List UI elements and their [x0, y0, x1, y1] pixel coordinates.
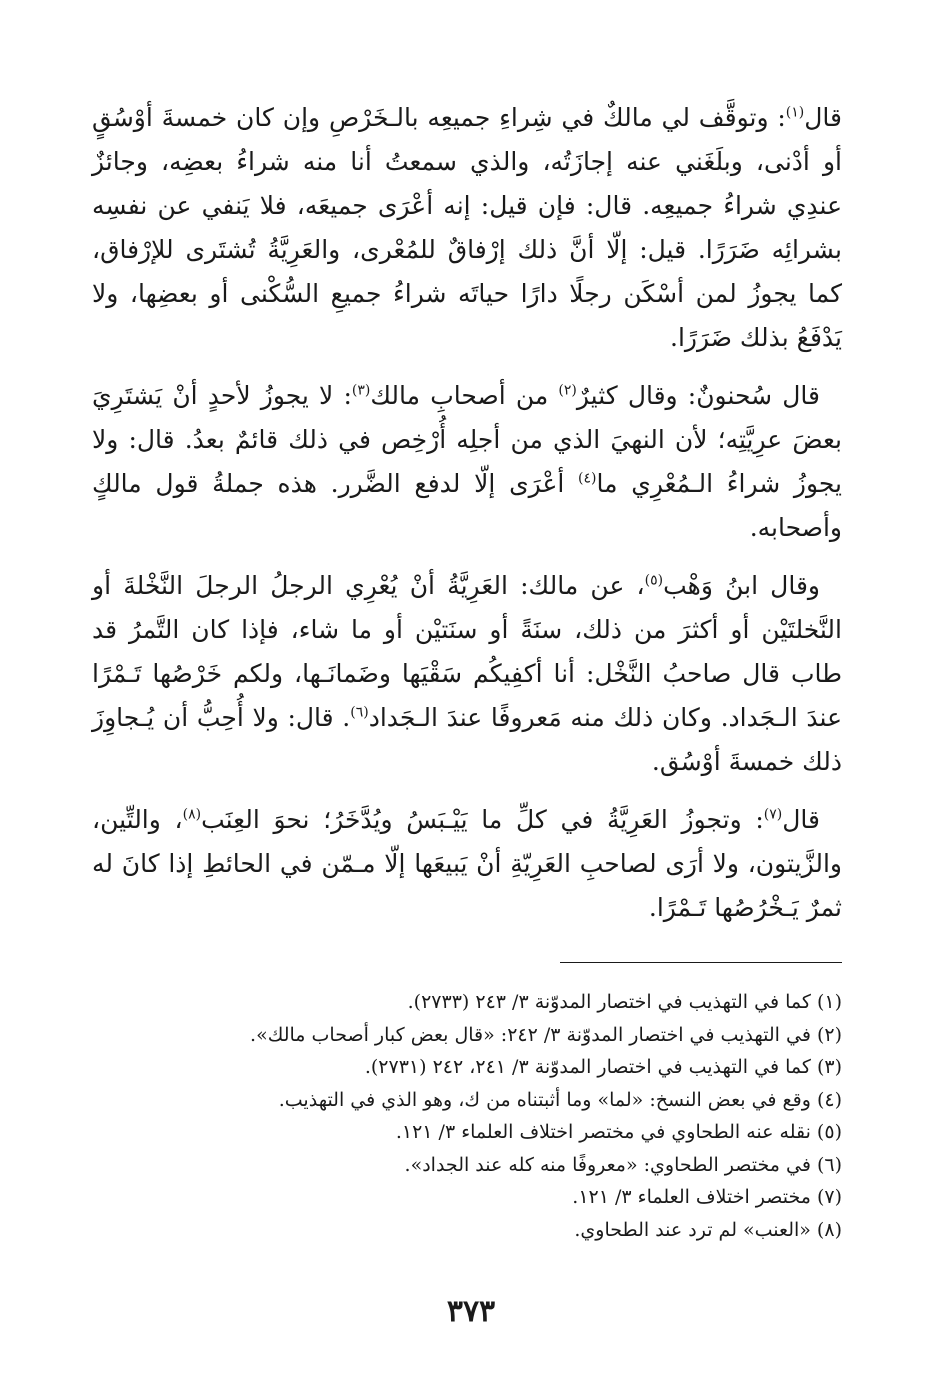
- page-number: ٣٧٣: [446, 1294, 496, 1329]
- paragraph: [92, 798, 842, 930]
- footnote: (٦) في مختصر الطحاوي: «معروفًا منه كله عند الجداد».: [404, 1153, 842, 1176]
- footnote-marker: (٨): [182, 806, 202, 823]
- paragraph: [92, 96, 842, 360]
- footnote-separator: [560, 962, 842, 963]
- text-run: من أصحابِ مالك: [370, 381, 559, 410]
- footnote-marker: (٧): [763, 806, 783, 823]
- footnote: (٧) مختصر اختلاف العلماء ٣/ ١٢١.: [572, 1186, 842, 1208]
- footnote: (٣) كما في التهذيب في اختصار المدوّنة ٣/ ٢٤١، ٢٤٢ (٢٧٣١).: [364, 1056, 842, 1078]
- footnote-marker: (٥): [644, 572, 664, 589]
- footnote-marker: (٤): [578, 470, 597, 487]
- text-run: . قال: ولا أُحِبُّ أن يُـجاوِزَ ذلك خمسةَ أوْسُق.: [92, 703, 842, 776]
- footnote-marker: (١): [785, 104, 805, 121]
- footnote: (٨) «العنب» لم ترد عند الطحاوي.: [574, 1218, 842, 1241]
- text-run: قال: [782, 805, 820, 834]
- footnote: (١) كما في التهذيب في اختصار المدوّنة ٣/ ٢٤٣ (٢٧٣٣).: [407, 991, 842, 1013]
- main-text: [92, 96, 842, 944]
- footnote: (٤) وقع في بعض النسخ: «لما» وما أثبتناه من ك، وهو الذي في التهذيب.: [278, 1088, 842, 1111]
- footnote-marker: (٢): [558, 382, 577, 399]
- text-run: قال: [804, 103, 842, 132]
- text-run: قال سُحنونٌ: وقال كثيرٌ: [576, 381, 820, 410]
- footnote: (٥) نقله عنه الطحاوي في مختصر اختلاف العلماء ٣/ ١٢١.: [395, 1121, 842, 1143]
- footnote: (٢) في التهذيب في اختصار المدوّنة ٣/ ٢٤٢: «قال بعض كبار أصحاب مالك».: [250, 1023, 842, 1046]
- text-run: وقال ابنُ وَهْب: [663, 571, 820, 600]
- footnote-marker: (٣): [351, 382, 371, 399]
- paragraph: [92, 564, 842, 784]
- text-run: : لا يجوزُ لأحدٍ أنْ يَشتَرِيَ بعضَ عرِيَّتِه؛ لأن النهيَ الذي من أجلِه أُرْخِص في ذلك قائمٌ بعدُ. قال: ولا يجوزُ شراءُ الـمُعْرِي ما: [92, 381, 843, 498]
- text-run: ، والتِّين، والزَّيتون، ولا أرَى لصاحبِ العَرِيّةِ أنْ يَبيعَها إلّا مـمّن في الحائطِ إذا كانَ له ثمرٌ يَـخْرُصُها تَـمْرًا.: [92, 805, 842, 922]
- footnote-marker: (٦): [350, 704, 369, 721]
- footnotes: [192, 986, 842, 1246]
- text-run: أعْرَى إلّا لدفع الضَّرر. هذه جملةُ قول مالكٍ وأصحابه.: [92, 469, 842, 542]
- text-run: ، عن مالك: العَرِيَّةُ أنْ يُعْرِي الرجلُ الرجلَ النَّخْلةَ أو النَّخلتَيْن أو أكثرَ من ذلك، سنَةً أو سنَتيْن أو ما شاء، فإذا كان التَّمرُ قد طاب قال صاحبُ النَّخْل: أنا أكفِيكُم سَقْيَها وضَمانَـها، ولكم خَرْصُها تَـمْرًا عندَ الـجَداد. وكان ذلك منه مَعروفًا عندَ الـجَداد: [92, 571, 842, 732]
- text-run: : وتجوزُ العَرِيَّةُ في كلِّ ما يَيْـبَسُ ويُدَّخَرُ؛ نحوَ العِنَب: [201, 805, 764, 834]
- paragraph: [92, 374, 842, 550]
- text-run: : وتوقَّف لي مالكٌ في شِراءِ جميعِه بالـخَرْصِ وإن كان خمسةَ أوْسُقٍ أو أدْنى، وبلَغَني عنه إجازَتُه، والذي سمعتُ أنا منه شراءُ بعضِه، وجائزٌ عندِي شراءُ جميعِه. قال: فإن قيل: إنه أعْرَى جميعَه، فلا يَنفي عن نفسِه بشرائِه ضَرَرًا. قيل: إلّا أنَّ ذلك إرْفاقٌ للمُعْرى، والعَرِيَّةُ تُشتَرى للإرْفاق، كما يجوزُ لمن أسْكَن رجلًا دارًا حياتَه شراءُ جميعِ السُّكْنى أو بعضِها، ولا يَدْفَعُ بذلك ضَرَرًا.: [92, 103, 842, 352]
